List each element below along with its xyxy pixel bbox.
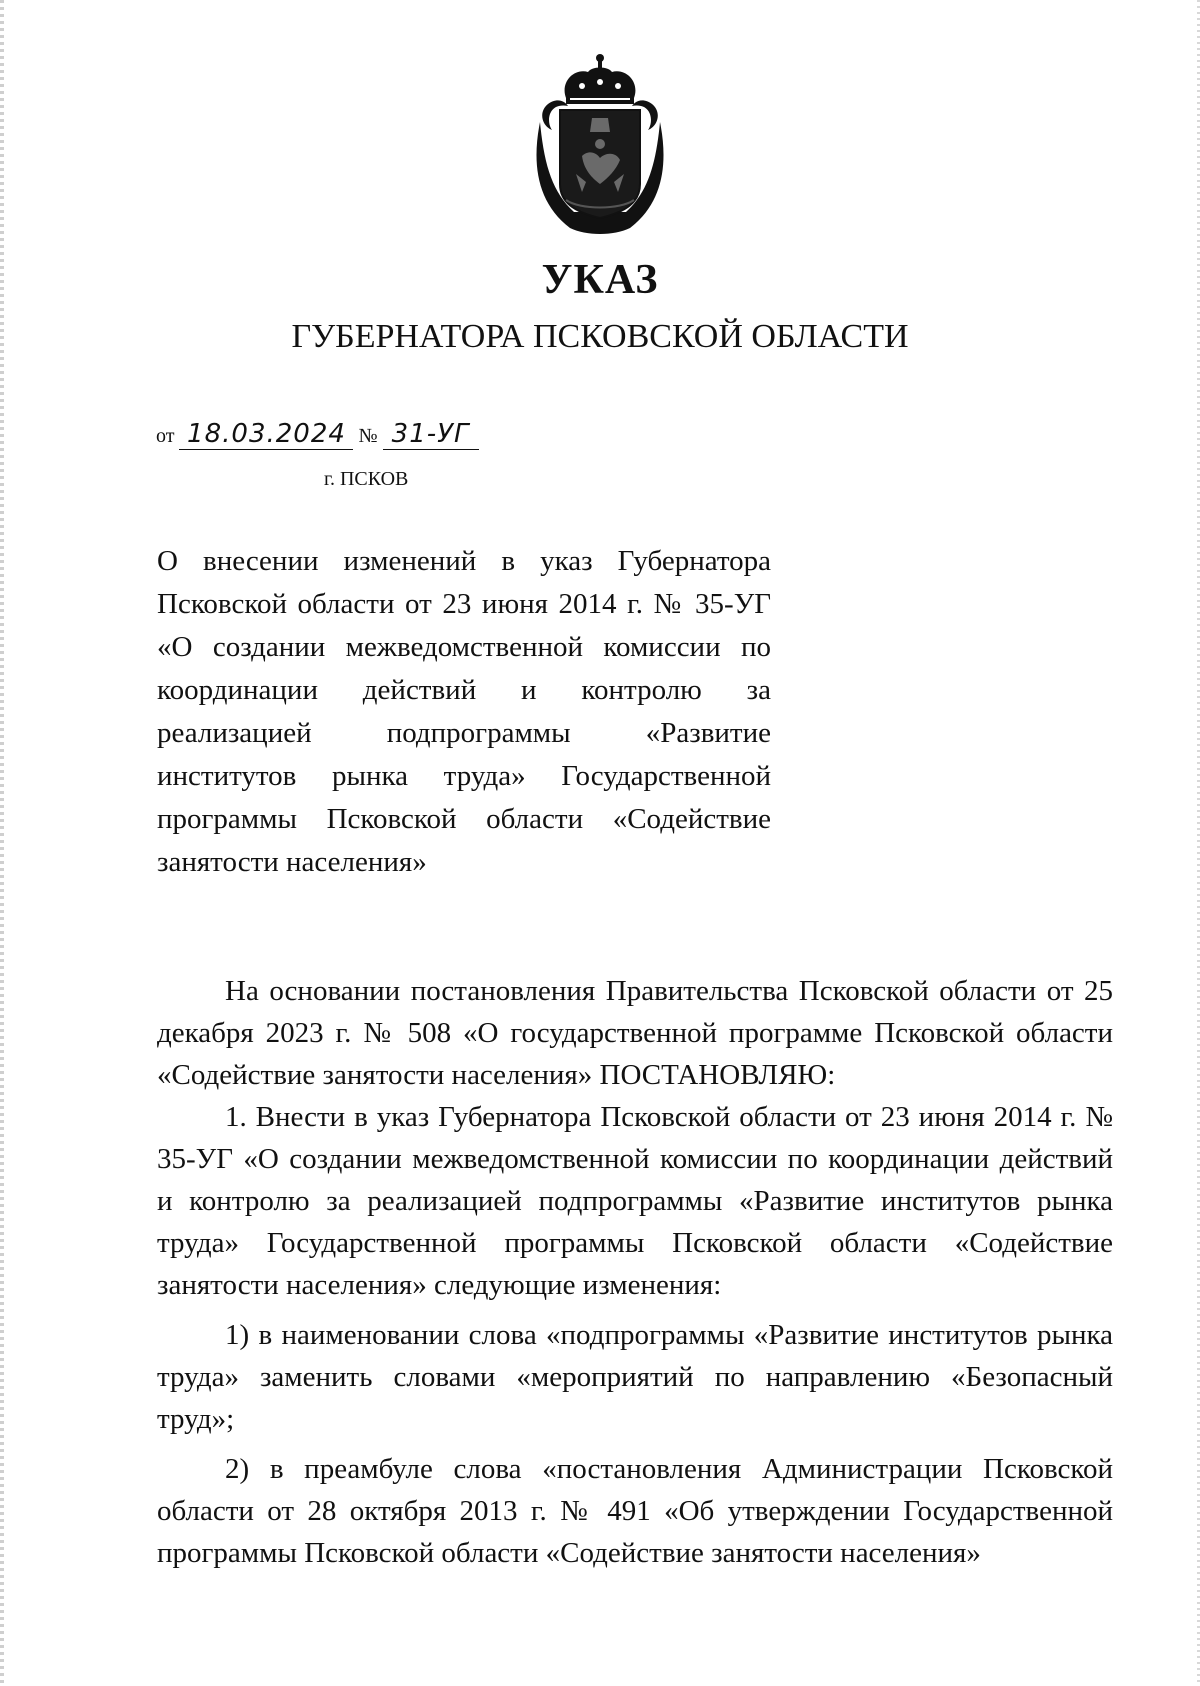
preamble-paragraph: На основании постановления Правительства Псковской области от 25 декабря 2023 г. № 508 «О государственной программе Псковской области «Содействие занятости населения» ПОСТАНОВЛЯЮ: [157,975,1113,1091]
issuer-title: ГУБЕРНАТОРА ПСКОВСКОЙ ОБЛАСТИ [291,318,909,355]
subitem-1-paragraph: 1) в наименовании слова «подпрограммы «Развитие институтов рынка труда» заменить словами «мероприятий по направлению «Безопасный труд»; [157,1319,1113,1435]
document-body [157,970,1113,1574]
scan-edge-left [0,0,4,1686]
subitem-2-paragraph: 2) в преамбуле слова «постановления Администрации Псковской области от 28 октября 2013 г. № 491 «Об утверждении Государственной программы Псковской области «Содействие занятости населения» [157,1453,1113,1569]
city-label: г. ПСКОВ [324,468,409,490]
document-type-title: УКАЗ [541,257,659,303]
document-subject: О внесении изменений в указ Губернатора Псковской области от 23 июня 2014 г. № 35-УГ «О создании межведомственной комиссии по координации действий и контролю за реализацией подпрограммы «Развитие институтов рынка труда» Государственной программы Псковской области «Содействие занятости населения» [157,545,771,878]
number-prefix: № [358,425,378,447]
number-field: 31-УГ [383,421,479,450]
registration-line [156,421,479,450]
date-field: 18.03.2024 [179,421,353,450]
date-prefix: от [156,425,175,447]
coat-of-arms-icon [530,52,670,238]
item-1-paragraph: 1. Внести в указ Губернатора Псковской области от 23 июня 2014 г. № 35-УГ «О создании межведомственной комиссии по координации действий и контролю за реализацией подпрограммы «Развитие институтов рынка труда» Государственной программы Псковской области «Содействие занятости населения» следующие изменения: [157,1101,1113,1301]
